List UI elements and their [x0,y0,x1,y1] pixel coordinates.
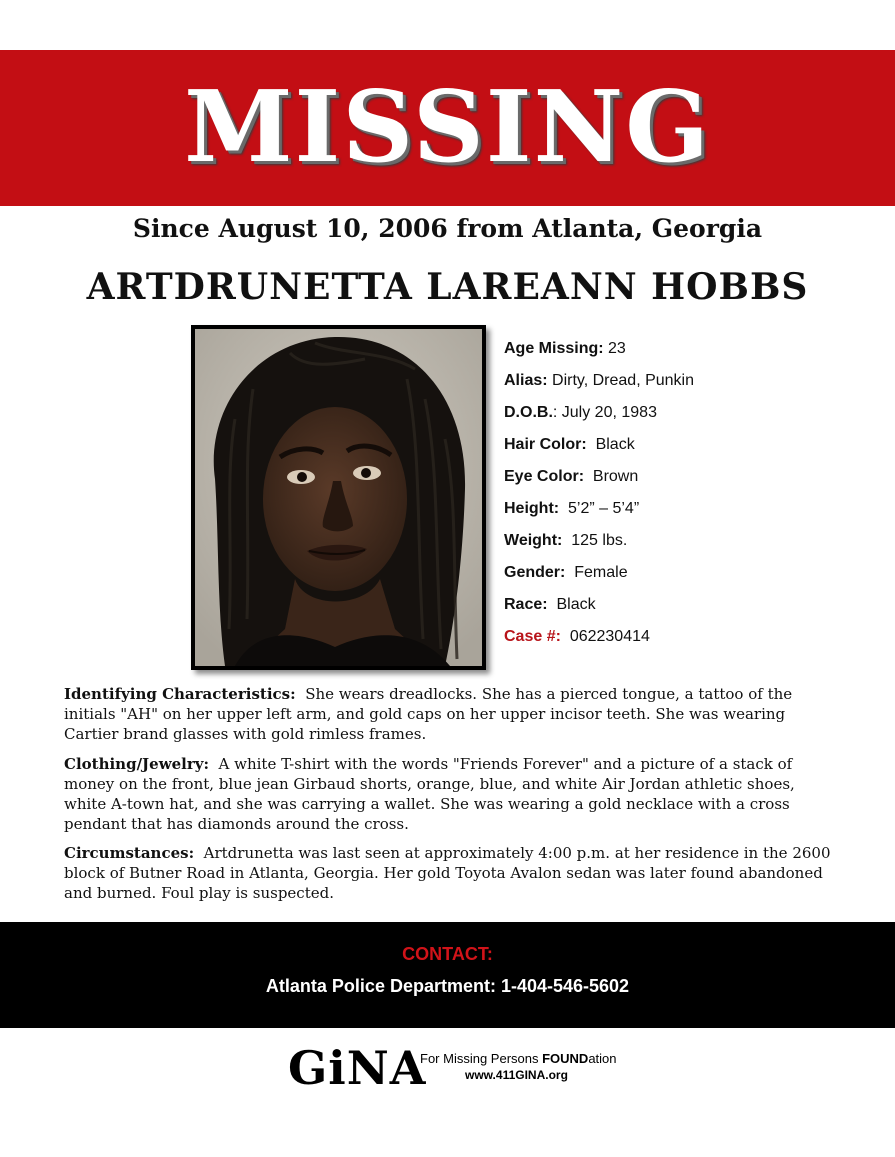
detail-label: Weight: [504,532,563,549]
detail-label: Height: [504,500,560,517]
detail-weight [504,527,884,559]
detail-label: D.O.B. [504,404,553,421]
detail-eye-color [504,463,884,495]
section-heading: Circumstances: [64,844,195,862]
section-heading: Identifying Characteristics: [64,685,296,703]
detail-height [504,495,884,527]
section-text: Artdrunetta was last seen at approximately 4:00 p.m. at her residence in the 2600 block of Butner Road in Atlanta, Georgia. Her gold Toyota Avalon sedan was later found abandoned and burned. Foul play is suspected. [64,844,836,902]
detail-race [504,591,884,623]
person-photo [191,325,486,670]
since-date-location: Since August 10, 2006 from Atlanta, Georgia [132,214,763,243]
detail-value: : July 20, 1983 [552,404,657,421]
person-name: ARTDRUNETTA LAREANN HOBBS [86,266,809,308]
tagline-found: FOUND [542,1051,589,1066]
detail-hair-color [504,431,884,463]
detail-label: Eye Color: [504,468,585,485]
detail-value: Black [586,436,635,453]
detail-case-number [504,623,884,655]
gina-logo: GiNA [288,1041,427,1095]
detail-value: Female [565,564,628,581]
detail-label: Gender: [504,564,566,581]
missing-banner [0,50,895,206]
detail-label: Alias: [504,372,548,389]
contact-bar [0,922,895,1028]
detail-age-missing [504,335,884,367]
contact-title: CONTACT: [402,944,493,964]
identifying-characteristics [64,684,834,744]
tagline-prefix: For Missing Persons [420,1051,543,1066]
contact-phone-line: Atlanta Police Department: 1-404-546-5602 [265,976,630,996]
detail-value: 125 lbs. [562,532,628,549]
missing-title: MISSING [184,70,711,185]
detail-value: 5’2” – 5’4” [559,500,640,517]
detail-gender [504,559,884,591]
detail-label: Case #: [504,628,561,645]
detail-alias [504,367,884,399]
detail-dob [504,399,884,431]
section-text: A white T-shirt with the words "Friends Forever" and a picture of a stack of money on the front, blue jean Girbaud shorts, orange, blue, and white Air Jordan athletic shoes, white A-town hat, and she was carrying a wallet. She was wearing a gold necklace with a cross pendant that has diamonds around the cross. [64,755,800,833]
circumstances [64,843,834,903]
detail-value: 23 [603,340,626,357]
detail-value: Dirty, Dread, Punkin [547,372,694,389]
detail-list [504,335,884,655]
section-text: She wears dreadlocks. She has a pierced tongue, a tattoo of the initials "AH" on her upper left arm, and gold caps on her upper incisor teeth. She was wearing Cartier brand glasses with gold rimless frames. [64,685,797,743]
detail-value: 062230414 [560,628,650,645]
gina-website-link[interactable]: www.411GINA.org [465,1068,568,1082]
person-photo-illustration [195,329,482,666]
clothing-jewelry [64,754,834,834]
detail-label: Race: [504,596,548,613]
detail-value: Black [547,596,596,613]
detail-value: Brown [584,468,639,485]
gina-tagline [420,1050,617,1084]
section-heading: Clothing/Jewelry: [64,755,209,773]
tagline-suffix: ation [588,1051,617,1066]
detail-label: Hair Color: [504,436,587,453]
detail-label: Age Missing: [504,340,604,357]
